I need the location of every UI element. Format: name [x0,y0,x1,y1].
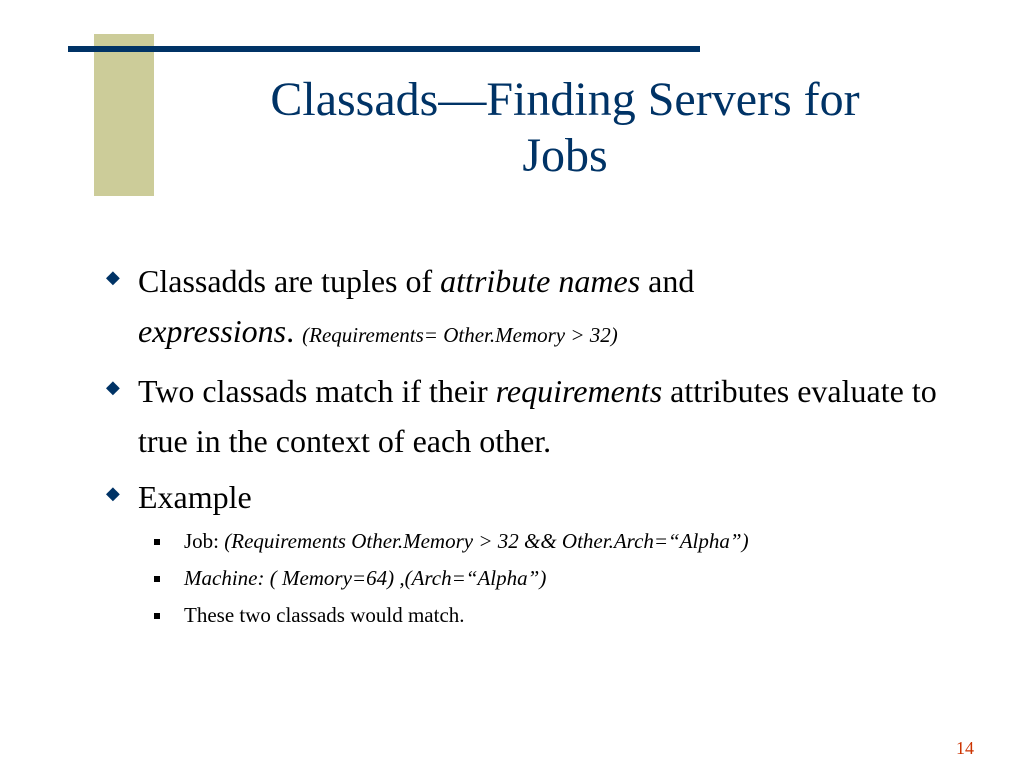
diamond-bullet-icon: ◆ [106,267,120,287]
diamond-bullet-icon: ◆ [106,483,120,503]
sub-bullet-label: Job: [184,529,225,553]
requirements-example: (Requirements= Other.Memory > 32) [302,323,618,347]
bullet-item [104,472,984,522]
bullet-text: . [286,313,303,349]
bullet-emphasis: attribute names [440,263,641,299]
bullet-emphasis: requirements [495,373,663,409]
diamond-bullet-icon: ◆ [106,377,120,397]
square-bullet-icon [154,613,160,619]
bullet-item [104,256,984,360]
bullet-text: Example [138,479,252,515]
sub-bullet-item [154,565,984,591]
bullet-text: attributes evaluate to true in the context of each other. [138,373,937,459]
square-bullet-icon [154,576,160,582]
bullet-list [104,256,984,528]
square-bullet-icon [154,539,160,545]
sub-bullet-list [154,528,984,639]
bullet-text: and [640,263,695,299]
bullet-item [104,366,984,466]
bullet-text: Classadds are tuples of [138,263,441,299]
title-line-1: Classads—Finding Servers for [270,73,860,126]
accent-block [94,34,154,196]
accent-rule [68,46,700,52]
machine-classad: Machine: ( Memory=64) ,(Arch=“Alpha”) [184,566,547,590]
sub-bullet-item [154,602,984,628]
slide-title [170,72,960,184]
title-line-2: Jobs [522,129,608,182]
bullet-emphasis: expressions [138,313,287,349]
job-classad: (Requirements Other.Memory > 32 && Other.Arch=“Alpha”) [224,529,749,553]
sub-bullet-item [154,528,984,554]
bullet-text: Two classads match if their [138,373,496,409]
page-number: 14 [956,738,974,758]
sub-bullet-text: These two classads would match. [184,603,465,627]
